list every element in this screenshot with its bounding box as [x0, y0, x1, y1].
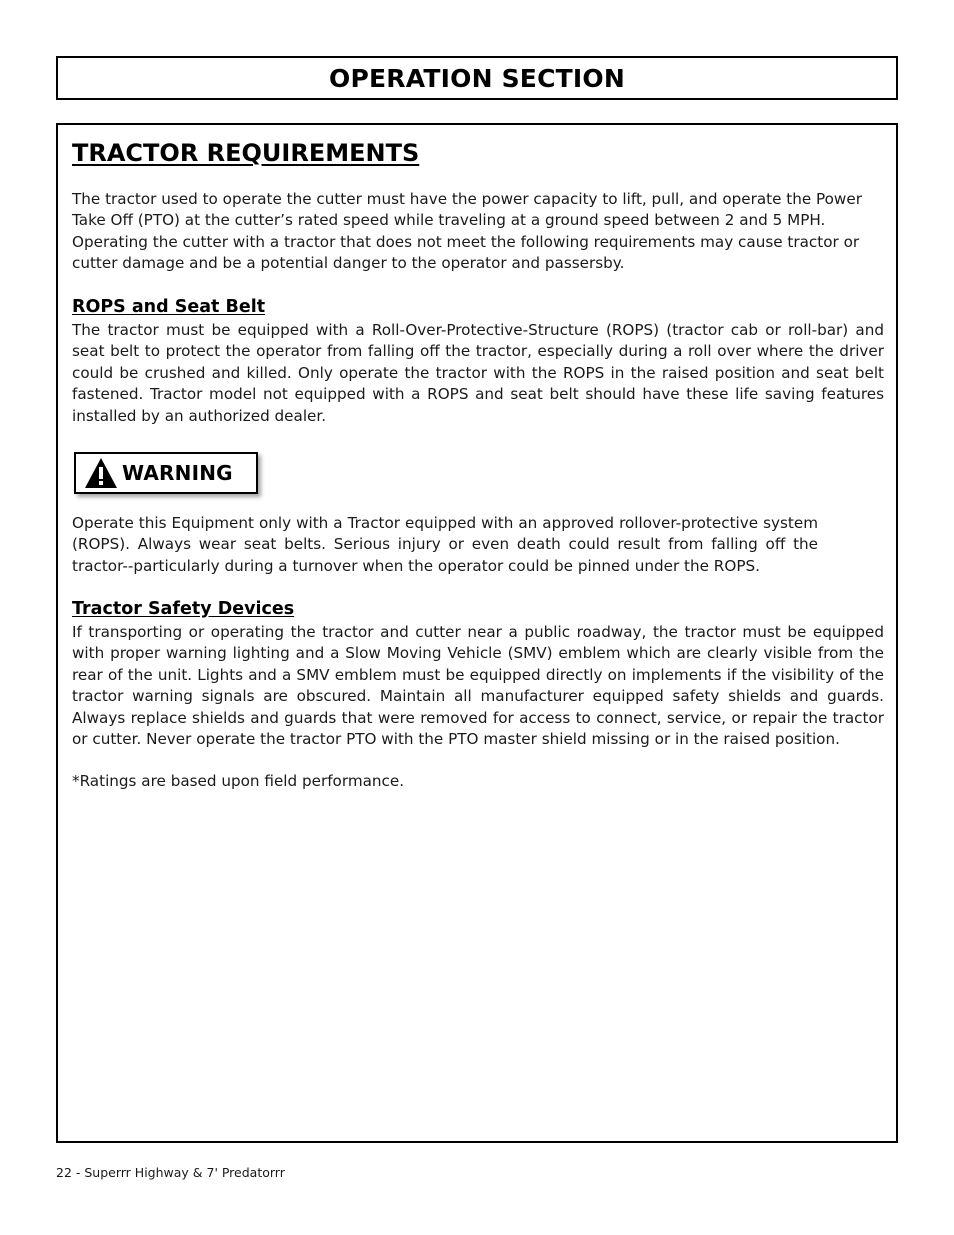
rops-paragraph: The tractor must be equipped with a Roll-Over-Protective-Structure (ROPS) (tractor cab or roll-bar) and seat belt to protect the operator from falling off the tractor, especially during a roll over where the driver could be crushed and killed. Only operate the tractor with the ROPS in the raised position and seat belt fastened. Tractor model not equipped with a ROPS and seat belt should have these life saving features installed by an authorized dealer.: [72, 321, 884, 425]
safety-devices-heading: Tractor Safety Devices: [72, 599, 295, 619]
content-box: [56, 123, 898, 1143]
section-title: OPERATION SECTION: [329, 63, 625, 93]
warning-badge: [74, 452, 258, 494]
rops-heading: ROPS and Seat Belt: [72, 297, 266, 317]
section-header: [56, 56, 898, 100]
intro-paragraph: The tractor used to operate the cutter must have the power capacity to lift, pull, and operate the Power Take Off (PTO) at the cutter’s rated speed while traveling at a ground speed between 2 and 5 MPH. Operating the cutter with a tractor that does not meet the following requirements may cause tractor or cutter damage and be a potential danger to the operator and passersby.: [72, 190, 862, 273]
page-footer: 22 - Superrr Highway & 7' Predatorrr: [56, 1165, 285, 1180]
page-title: TRACTOR REQUIREMENTS: [72, 139, 420, 167]
ratings-footnote: *Ratings are based upon field performance.: [72, 772, 405, 790]
warning-paragraph: Operate this Equipment only with a Tractor equipped with an approved rollover-protective system (ROPS). Always wear seat belts. Serious injury or even death could result from falling off the tractor--particularly during a turnover when the operator could be pinned under the ROPS.: [72, 514, 818, 575]
safety-devices-paragraph: If transporting or operating the tractor and cutter near a public roadway, the tractor must be equipped with proper warning lighting and a Slow Moving Vehicle (SMV) emblem which are clearly visible from the rear of the unit. Lights and a SMV emblem must be equipped directly on implements if the visibility of the tractor warning signals are obscured. Maintain all manufacturer equipped safety shields and guards. Always replace shields and guards that were removed for access to connect, service, or repair the tractor or cutter. Never operate the tractor PTO with the PTO master shield missing or in the raised position.: [72, 623, 884, 749]
warning-triangle-icon: [84, 457, 118, 489]
warning-label: WARNING: [122, 461, 233, 485]
